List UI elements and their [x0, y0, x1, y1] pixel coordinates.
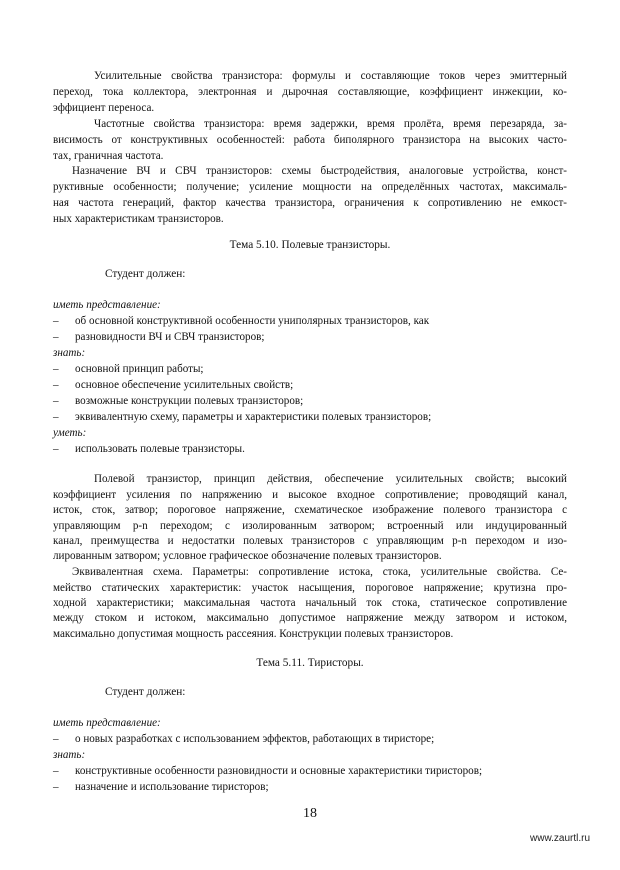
section-heading: Тема 5.11. Тиристоры. [256, 657, 364, 669]
text-line: Назначение ВЧ и СВЧ транзисторов: схемы быстродействия, аналоговые устройства, конст- [72, 165, 567, 177]
text-line: эффициент переноса. [53, 102, 155, 114]
page-number: 18 [303, 806, 317, 821]
list-item: о новых разработках с использованием эффектов, работающих в тиристоре; [75, 733, 435, 745]
text-line: Эквивалентная схема. Параметры: сопротивление истока, стока, усилительные свойства. Се- [72, 566, 567, 578]
section-heading: Тема 5.10. Полевые транзисторы. [229, 239, 391, 251]
text-line: исток, сток, затвор; пороговое напряжение, схематическое изображение полевого транзистора с [53, 504, 567, 516]
list-dash: – [53, 781, 59, 793]
list-dash: – [53, 411, 59, 423]
have-idea-label: иметь представление: [53, 299, 161, 311]
text-line: переход, тока коллектора, электронная и дырочная составляющие, коэффициент инжекции, ко- [53, 86, 567, 98]
list-dash: – [53, 379, 59, 391]
text-line: лированным затвором; условное графическое обозначение полевых транзисторов. [53, 550, 442, 562]
list-dash: – [53, 315, 59, 327]
text-line: между стоком и истоком, максимально допустимое напряжение между затвором и истоком, [53, 612, 567, 624]
list-item: конструктивные особенности разновидности и основные характеристики тиристоров; [75, 765, 483, 777]
student-must-label: Студент должен: [105, 268, 186, 280]
list-item: эквивалентную схему, параметры и характеристики полевых транзисторов; [75, 411, 432, 423]
text-line: тах, граничная частота. [53, 150, 164, 162]
text-line: ная частота генераций, фактор качества транзистора, ограничения к сопротивлению не емкост- [53, 197, 567, 209]
text-line: коэффициент усиления по напряжению и высокое входное сопротивление; проводящий канал, [53, 489, 567, 501]
list-dash: – [53, 765, 59, 777]
text-line: канал, преимущества и недостатки полевых транзисторов с управляющим p-n переходом и изо- [53, 535, 567, 547]
text-line: максимально допустимая мощность рассеяния. Конструкции полевых транзисторов. [53, 628, 454, 640]
know-label: знать: [53, 347, 86, 359]
text-line: руктивные особенности; получение; усиление мощности на определённых частотах, максималь- [53, 181, 567, 193]
list-dash: – [53, 331, 59, 343]
list-item: основной принцип работы; [75, 363, 204, 375]
text-line: ходной характеристики; максимальная частота начальный ток стока, статическое сопротивление [53, 597, 567, 609]
have-idea-label: иметь представление: [53, 717, 161, 729]
text-line: Частотные свойства транзистора: время задержки, время пролёта, время перезаряда, за- [94, 118, 567, 130]
list-item: назначение и использование тиристоров; [75, 781, 269, 793]
student-must-label: Студент должен: [105, 686, 186, 698]
know-label: знать: [53, 749, 86, 761]
list-item: разновидности ВЧ и СВЧ транзисторов; [75, 331, 265, 343]
list-dash: – [53, 443, 59, 455]
list-dash: – [53, 363, 59, 375]
text-line: мейство статических характеристик: участок насыщения, пороговое напряжение; крутизна про- [53, 582, 567, 594]
list-item: возможные конструкции полевых транзисторов; [75, 395, 304, 407]
site-watermark: www.zaurtl.ru [530, 833, 591, 844]
can-label: уметь: [53, 427, 87, 439]
list-item: об основной конструктивной особенности униполярных транзисторов, как [75, 315, 430, 327]
text-line: висимость от конструктивных особенностей: работа биполярного транзистора на высоких часто- [53, 134, 567, 146]
list-item: основное обеспечение усилительных свойств; [75, 379, 294, 391]
text-line: Усилительные свойства транзистора: формулы и составляющие токов через эмиттерный [94, 70, 567, 82]
list-dash: – [53, 733, 59, 745]
text-line: ных характеристикам транзисторов. [53, 213, 224, 225]
text-line: управляющим p-n переходом; с изолированным затвором; встроенный или индуцированный [53, 520, 567, 532]
list-item: использовать полевые транзисторы. [75, 443, 245, 455]
text-line: Полевой транзистор, принцип действия, обеспечение усилительных свойств; высокий [94, 473, 567, 485]
list-dash: – [53, 395, 59, 407]
